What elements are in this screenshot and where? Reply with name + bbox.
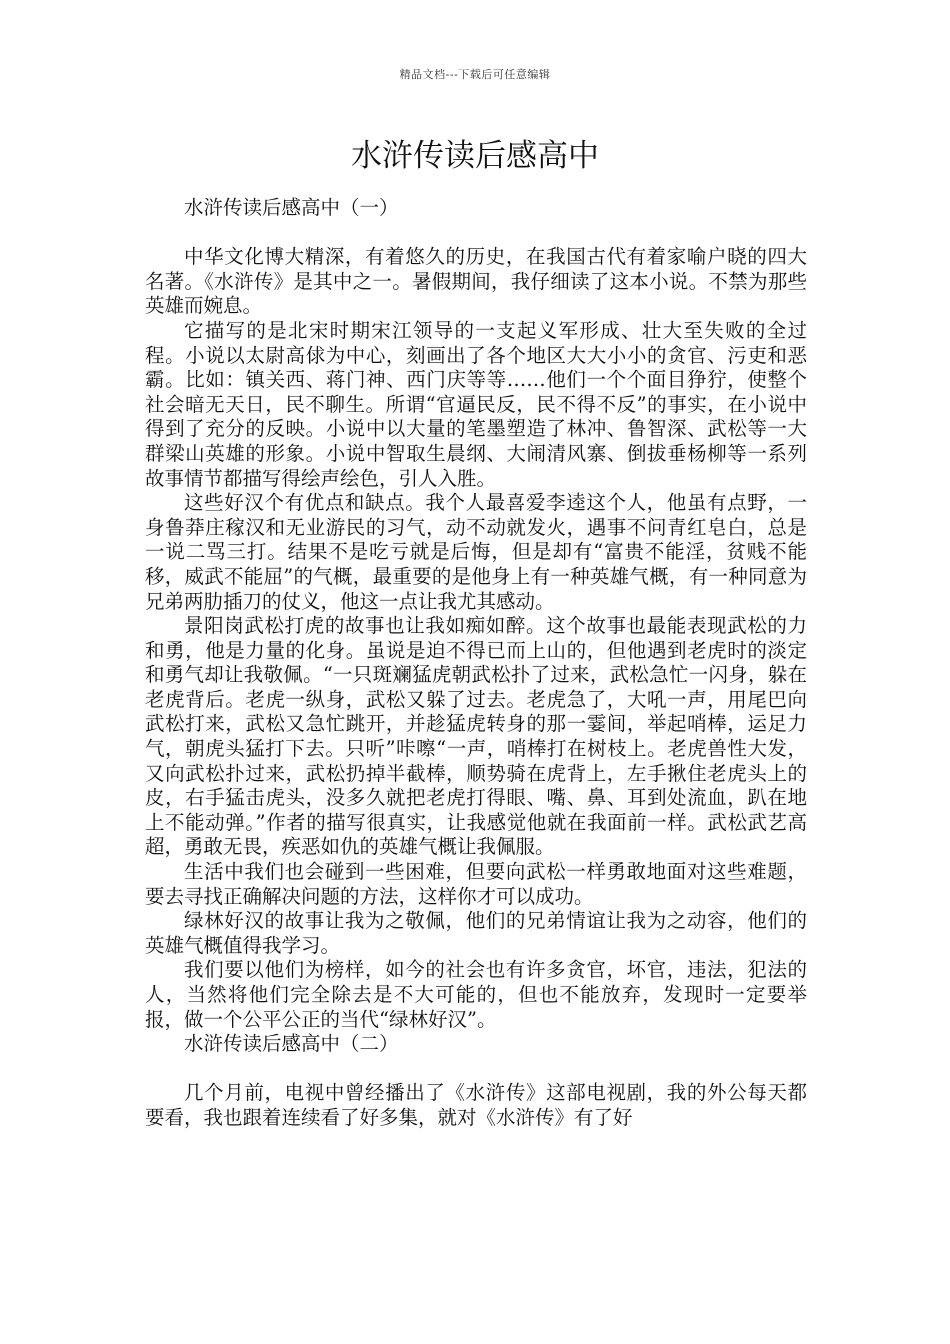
paragraph: 几个月前，电视中曾经播出了《水浒传》这部电视剧，我的外公每天都要看，我也跟着连续看了好多集，就对《水浒传》有了好 xyxy=(145,1081,807,1129)
document-title: 水浒传读后感高中 xyxy=(351,138,599,174)
document-body xyxy=(145,196,807,1131)
paragraph: 景阳岗武松打虎的故事也让我如痴如醉。这个故事也最能表现武松的力和勇，他是力量的化身。虽说是迫不得已而上山的，但他遇到老虎时的淡定和勇气却让我敬佩。“一只斑斓猛虎朝武松扑了过来，武松急忙一闪身，躲在老虎背后。老虎一纵身，武松又躲了过去。老虎急了，大吼一声，用尾巴向武松打来，武松又急忙跳开，并趁猛虎转身的那一霎间，举起哨棒，运足力气，朝虎头猛打下去。只听”咔嚓“一声，哨棒打在树枝上。老虎兽性大发，又向武松扑过来，武松扔掉半截棒，顺势骑在虎背上，左手揪住老虎头上的皮，右手猛击虎头，没多久就把老虎打得眼、嘴、鼻、耳到处流血，趴在地上不能动弹。”作者的描写很真实，让我感觉他就在我面前一样。武松武艺高超，勇敢无畏，疾恶如仇的英雄气概让我佩服。 xyxy=(145,614,807,859)
section-heading: 水浒传读后感高中（一） xyxy=(184,196,399,219)
header-note: 精品文档---下载后可任意编辑 xyxy=(399,68,551,81)
paragraph: 生活中我们也会碰到一些困难，但要向武松一样勇敢地面对这些难题，要去寻找正确解决问题的方法，这样你才可以成功。 xyxy=(145,860,807,908)
paragraph: 我们要以他们为榜样，如今的社会也有许多贪官，坏官，违法，犯法的人，当然将他们完全除去是不大可能的，但也不能放弃，发现时一定要举报，做一个公平公正的当代“绿林好汉”。 xyxy=(145,958,807,1031)
paragraph: 它描写的是北宋时期宋江领导的一支起义军形成、壮大至失败的全过程。小说以太尉高俅为中心，刻画出了各个地区大大小小的贪官、污吏和恶霸。比如：镇关西、蒋门神、西门庆等等……他们一个个面目狰狞，使整个社会暗无天日，民不聊生。所谓“官逼民反，民不得不反”的事实，在小说中得到了充分的反映。小说中以大量的笔墨塑造了林冲、鲁智深、武松等一大群梁山英雄的形象。小说中智取生晨纲、大闹清风寨、倒拔垂杨柳等一系列故事情节都描写得绘声绘色，引人入胜。 xyxy=(145,318,807,490)
paragraph: 中华文化博大精深，有着悠久的历史，在我国古代有着家喻户晓的四大名著。《水浒传》是其中之一。暑假期间，我仔细读了这本小说。不禁为那些英雄而婉息。 xyxy=(145,245,807,318)
paragraph: 这些好汉个有优点和缺点。我个人最喜爱李逵这个人，他虽有点野，一身鲁莽庄稼汉和无业游民的习气，动不动就发火，遇事不问青红皂白，总是一说二骂三打。结果不是吃亏就是后悔，但是却有“富贵不能淫，贫贱不能移，威武不能屈”的气概，最重要的是他身上有一种英雄气概，有一种同意为兄弟两肋插刀的仗义，他这一点让我尤其感动。 xyxy=(145,491,807,613)
section-heading: 水浒传读后感高中（二） xyxy=(184,1032,399,1056)
paragraph: 绿林好汉的故事让我为之敬佩，他们的兄弟情谊让我为之动容，他们的英雄气概值得我学习。 xyxy=(145,909,807,957)
